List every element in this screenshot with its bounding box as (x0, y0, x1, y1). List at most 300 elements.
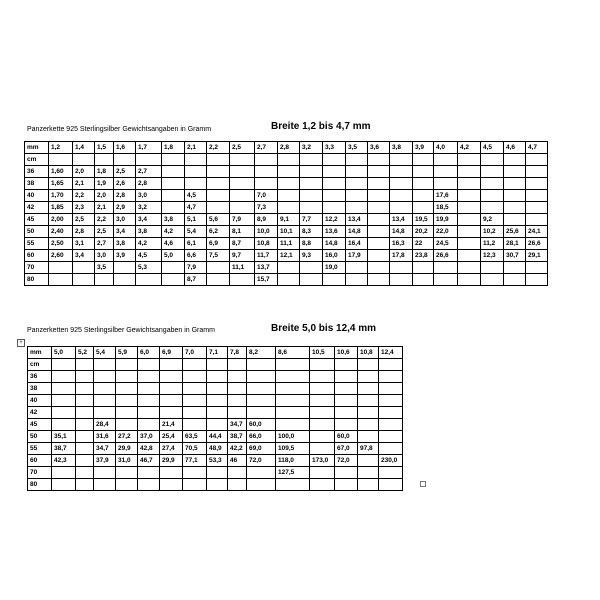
weight-cell: 46 (228, 455, 247, 467)
weight-cell (76, 467, 94, 479)
weight-cell: 34,7 (228, 419, 247, 431)
table-row (25, 274, 548, 286)
weight-cell (185, 154, 207, 166)
header-cell: 3,5 (346, 142, 368, 154)
weight-cell: 16,0 (323, 250, 346, 262)
weight-cell (95, 154, 114, 166)
table-row (28, 383, 403, 395)
weight-cell: 10,0 (255, 226, 278, 238)
header-cell: 4,2 (458, 142, 481, 154)
header-cell: 2,2 (207, 142, 230, 154)
header-cell: 2,1 (185, 142, 207, 154)
weight-cell (368, 238, 390, 250)
weight-cell: 4,5 (185, 190, 207, 202)
weight-cell (76, 359, 94, 371)
weight-cell: 3,4 (114, 226, 136, 238)
weight-cell (504, 214, 526, 226)
weight-cell (138, 395, 160, 407)
weight-cell: 13,6 (323, 226, 346, 238)
header-cell: 6,9 (160, 347, 183, 359)
weight-cell (458, 166, 481, 178)
weight-cell (138, 479, 160, 491)
weight-cell: 3,9 (114, 250, 136, 262)
weight-cell: 4,2 (162, 226, 185, 238)
weight-cell: 38,7 (228, 431, 247, 443)
table-row (28, 431, 403, 443)
weight-cell: 18,5 (434, 202, 458, 214)
weight-cell: 2,0 (95, 190, 114, 202)
weight-cell (183, 395, 207, 407)
weight-cell: 14,8 (390, 226, 413, 238)
weight-cell (162, 154, 185, 166)
weight-cell (228, 371, 247, 383)
weight-cell (94, 371, 116, 383)
weight-cell (434, 274, 458, 286)
weight-cell (323, 274, 346, 286)
weight-cell (207, 419, 228, 431)
weight-cell (413, 154, 434, 166)
weight-cell (368, 190, 390, 202)
weight-cell: 4,5 (136, 250, 162, 262)
weight-cell (247, 383, 276, 395)
weight-cell (183, 383, 207, 395)
weight-cell (323, 154, 346, 166)
weight-cell: 17,9 (346, 250, 368, 262)
weight-cell: 1,65 (49, 178, 73, 190)
weight-cell: 2,3 (73, 202, 95, 214)
weight-cell (310, 443, 335, 455)
weight-cell (379, 431, 403, 443)
weight-cell: 7,3 (255, 202, 278, 214)
weight-cell (368, 202, 390, 214)
header-cell: 3,3 (323, 142, 346, 154)
weight-cell (276, 359, 310, 371)
weight-cell: 3,5 (95, 262, 114, 274)
weight-cell (114, 274, 136, 286)
weight-cell: 5,0 (162, 250, 185, 262)
weight-cell: 11,1 (278, 238, 300, 250)
length-label-cell: 50 (28, 431, 52, 443)
weight-cell (278, 166, 300, 178)
weight-cell: 5,1 (185, 214, 207, 226)
weight-cell (358, 455, 379, 467)
weight-cell: 3,4 (73, 250, 95, 262)
weight-cell (310, 407, 335, 419)
weight-cell (76, 383, 94, 395)
header-cell: 1,8 (162, 142, 185, 154)
weight-cell: 5,3 (136, 262, 162, 274)
weight-cell (52, 359, 76, 371)
weight-cell (346, 190, 368, 202)
length-label-cell: 38 (28, 383, 52, 395)
weight-cell: 7,7 (300, 214, 323, 226)
weight-cell (504, 178, 526, 190)
weight-cell (310, 395, 335, 407)
weight-cell: 8,8 (300, 238, 323, 250)
weight-cell: 10,1 (278, 226, 300, 238)
weight-cell (346, 202, 368, 214)
weight-cell (335, 371, 358, 383)
weight-cell (458, 238, 481, 250)
weight-cell (207, 262, 230, 274)
weight-cell: 5,6 (207, 214, 230, 226)
weight-cell (434, 262, 458, 274)
weight-cell (379, 359, 403, 371)
header-cell: 6,0 (138, 347, 160, 359)
weight-cell (183, 407, 207, 419)
weight-cell: 8,7 (185, 274, 207, 286)
weight-cell (379, 371, 403, 383)
weight-cell (76, 443, 94, 455)
table1-heading: Breite 1,2 bis 4,7 mm (271, 121, 371, 132)
weight-cell: 29,9 (116, 443, 138, 455)
weight-cell (207, 467, 228, 479)
header-cell: 8,2 (247, 347, 276, 359)
header-cell: mm (25, 142, 49, 154)
weight-cell: 2,60 (49, 250, 73, 262)
weight-cell (390, 166, 413, 178)
header-cell: 2,8 (278, 142, 300, 154)
weight-cell (335, 467, 358, 479)
length-label-cell: 80 (25, 274, 49, 286)
weight-cell (300, 190, 323, 202)
weight-cell: 29,1 (526, 250, 548, 262)
table-resize-handle-icon[interactable] (420, 481, 426, 487)
weight-cell (458, 154, 481, 166)
table-row (25, 190, 548, 202)
weight-table-2 (27, 346, 403, 491)
weight-cell (230, 190, 255, 202)
weight-cell (76, 431, 94, 443)
weight-cell (94, 467, 116, 479)
weight-cell: 4,6 (162, 238, 185, 250)
header-cell: 7,0 (183, 347, 207, 359)
table-row (25, 250, 548, 262)
weight-cell (247, 371, 276, 383)
weight-cell (300, 178, 323, 190)
weight-cell (116, 359, 138, 371)
weight-cell (76, 395, 94, 407)
weight-cell (247, 407, 276, 419)
weight-cell (228, 395, 247, 407)
weight-cell (138, 383, 160, 395)
weight-cell (358, 431, 379, 443)
weight-cell (228, 479, 247, 491)
weight-cell (300, 202, 323, 214)
weight-cell (413, 190, 434, 202)
weight-cell: 1,60 (49, 166, 73, 178)
weight-cell (162, 190, 185, 202)
weight-cell (116, 371, 138, 383)
weight-cell (276, 383, 310, 395)
weight-cell: 3,8 (136, 226, 162, 238)
weight-cell (310, 383, 335, 395)
length-label-cell: 36 (28, 371, 52, 383)
weight-cell (358, 359, 379, 371)
weight-cell (94, 479, 116, 491)
weight-cell: 6,9 (207, 238, 230, 250)
weight-cell: 2,0 (73, 166, 95, 178)
weight-cell: 4,7 (185, 202, 207, 214)
weight-cell: 22 (413, 238, 434, 250)
weight-cell: 6,6 (185, 250, 207, 262)
weight-cell (346, 274, 368, 286)
weight-cell (52, 419, 76, 431)
weight-cell (49, 154, 73, 166)
weight-cell (390, 190, 413, 202)
weight-cell: 37,0 (138, 431, 160, 443)
weight-cell: 11,2 (481, 238, 504, 250)
header-cell: 12,4 (379, 347, 403, 359)
weight-cell: 35,1 (52, 431, 76, 443)
header-cell: 5,2 (76, 347, 94, 359)
weight-cell (207, 154, 230, 166)
weight-cell (49, 262, 73, 274)
table-row (28, 407, 403, 419)
length-label-cell: cm (28, 359, 52, 371)
table-row (28, 443, 403, 455)
weight-cell (230, 166, 255, 178)
weight-cell (255, 166, 278, 178)
weight-cell (160, 407, 183, 419)
header-cell: 1,2 (49, 142, 73, 154)
weight-cell: 34,7 (94, 443, 116, 455)
table-row (28, 419, 403, 431)
weight-cell (162, 202, 185, 214)
weight-cell (526, 178, 548, 190)
weight-cell (413, 262, 434, 274)
weight-cell: 30,7 (504, 250, 526, 262)
weight-cell: 3,2 (136, 202, 162, 214)
weight-cell (346, 154, 368, 166)
weight-cell: 8,3 (300, 226, 323, 238)
weight-cell: 2,2 (95, 214, 114, 226)
weight-cell (310, 359, 335, 371)
weight-cell (95, 274, 114, 286)
weight-cell (230, 274, 255, 286)
weight-cell: 12,3 (481, 250, 504, 262)
weight-cell: 2,8 (136, 178, 162, 190)
weight-cell: 17,6 (434, 190, 458, 202)
weight-cell (278, 274, 300, 286)
weight-cell (207, 395, 228, 407)
weight-cell (300, 154, 323, 166)
weight-cell (276, 419, 310, 431)
weight-cell (458, 274, 481, 286)
weight-cell (207, 407, 228, 419)
weight-cell: 2,5 (95, 226, 114, 238)
weight-cell (116, 383, 138, 395)
weight-cell: 25,6 (504, 226, 526, 238)
weight-cell: 70,5 (183, 443, 207, 455)
length-label-cell: 42 (25, 202, 49, 214)
weight-cell (481, 262, 504, 274)
weight-cell: 11,7 (255, 250, 278, 262)
table-move-handle-icon[interactable]: + (17, 339, 25, 347)
weight-cell (138, 407, 160, 419)
header-cell: 4,6 (504, 142, 526, 154)
weight-cell (94, 407, 116, 419)
weight-cell: 60,0 (247, 419, 276, 431)
weight-cell (323, 190, 346, 202)
weight-cell (413, 178, 434, 190)
weight-cell: 53,3 (207, 455, 228, 467)
table2-caption: Panzerketten 925 Sterlingsilber Gewichtsangaben in Gramm (27, 327, 215, 334)
weight-cell: 9,1 (278, 214, 300, 226)
weight-cell (116, 467, 138, 479)
weight-cell (228, 383, 247, 395)
weight-cell (368, 166, 390, 178)
weight-cell: 12,1 (278, 250, 300, 262)
weight-cell: 3,0 (136, 190, 162, 202)
weight-cell (76, 371, 94, 383)
weight-cell: 3,8 (162, 214, 185, 226)
weight-cell: 67,0 (335, 443, 358, 455)
weight-cell (278, 190, 300, 202)
length-label-cell: 55 (25, 238, 49, 250)
weight-cell (335, 359, 358, 371)
weight-cell: 6,2 (207, 226, 230, 238)
weight-cell (49, 274, 73, 286)
weight-cell: 173,0 (310, 455, 335, 467)
header-cell: 1,4 (73, 142, 95, 154)
weight-cell: 19,9 (434, 214, 458, 226)
weight-cell: 7,9 (185, 262, 207, 274)
header-cell: 2,7 (255, 142, 278, 154)
weight-cell (255, 154, 278, 166)
weight-cell: 2,1 (73, 178, 95, 190)
weight-cell (230, 202, 255, 214)
weight-cell: 4,2 (136, 238, 162, 250)
header-row (28, 347, 403, 359)
weight-cell: 7,9 (230, 214, 255, 226)
weight-cell (335, 407, 358, 419)
weight-cell: 3,0 (95, 250, 114, 262)
weight-cell: 2,40 (49, 226, 73, 238)
weight-cell (379, 395, 403, 407)
weight-cell (300, 262, 323, 274)
header-cell: 10,6 (335, 347, 358, 359)
weight-cell: 69,0 (247, 443, 276, 455)
weight-cell (358, 395, 379, 407)
weight-cell (162, 166, 185, 178)
weight-cell: 2,2 (73, 190, 95, 202)
weight-cell (434, 166, 458, 178)
weight-cell (335, 479, 358, 491)
weight-cell (183, 479, 207, 491)
weight-cell: 3,4 (136, 214, 162, 226)
weight-cell (481, 190, 504, 202)
table-row (25, 166, 548, 178)
weight-cell: 2,1 (95, 202, 114, 214)
weight-cell (379, 383, 403, 395)
weight-cell (310, 419, 335, 431)
header-cell: 8,6 (276, 347, 310, 359)
weight-cell (458, 262, 481, 274)
weight-cell (207, 479, 228, 491)
header-cell: 7,8 (228, 347, 247, 359)
weight-cell (346, 166, 368, 178)
weight-cell: 8,7 (230, 238, 255, 250)
weight-cell (255, 178, 278, 190)
weight-cell (300, 166, 323, 178)
weight-cell (504, 190, 526, 202)
weight-cell (228, 467, 247, 479)
weight-cell (73, 154, 95, 166)
weight-cell (413, 274, 434, 286)
weight-cell: 16,3 (390, 238, 413, 250)
weight-cell: 5,4 (185, 226, 207, 238)
weight-cell (230, 154, 255, 166)
weight-cell (160, 395, 183, 407)
weight-cell (185, 178, 207, 190)
weight-cell (335, 419, 358, 431)
weight-cell (247, 479, 276, 491)
weight-cell (481, 154, 504, 166)
table-row (25, 226, 548, 238)
weight-cell: 16,4 (346, 238, 368, 250)
weight-cell: 28,4 (94, 419, 116, 431)
weight-cell (52, 467, 76, 479)
weight-cell (368, 274, 390, 286)
weight-cell (116, 407, 138, 419)
weight-cell (358, 371, 379, 383)
weight-cell (481, 202, 504, 214)
weight-cell: 29,9 (160, 455, 183, 467)
weight-cell (73, 262, 95, 274)
weight-cell: 28,1 (504, 238, 526, 250)
length-label-cell: 40 (25, 190, 49, 202)
weight-cell (390, 154, 413, 166)
weight-cell (52, 371, 76, 383)
header-cell: 5,9 (116, 347, 138, 359)
weight-cell: 109,5 (276, 443, 310, 455)
weight-cell (116, 479, 138, 491)
weight-cell (526, 166, 548, 178)
weight-cell (160, 383, 183, 395)
weight-cell: 77,1 (183, 455, 207, 467)
weight-cell (138, 359, 160, 371)
weight-cell: 15,7 (255, 274, 278, 286)
weight-cell (379, 467, 403, 479)
header-cell: mm (28, 347, 52, 359)
table-row (28, 467, 403, 479)
weight-cell (136, 274, 162, 286)
weight-cell: 72,0 (335, 455, 358, 467)
weight-cell: 20,2 (413, 226, 434, 238)
weight-cell (379, 419, 403, 431)
length-label-cell: 60 (25, 250, 49, 262)
table-row (28, 371, 403, 383)
weight-cell (183, 419, 207, 431)
weight-cell (413, 202, 434, 214)
weight-cell: 1,70 (49, 190, 73, 202)
weight-cell (368, 262, 390, 274)
weight-cell (230, 178, 255, 190)
header-cell: 1,6 (114, 142, 136, 154)
weight-cell (434, 178, 458, 190)
weight-cell (207, 166, 230, 178)
weight-cell (94, 383, 116, 395)
weight-cell (526, 214, 548, 226)
weight-cell (114, 262, 136, 274)
table-row (28, 395, 403, 407)
weight-cell: 2,6 (114, 178, 136, 190)
table-row (25, 154, 548, 166)
weight-cell (160, 479, 183, 491)
weight-cell (346, 178, 368, 190)
weight-cell: 46,7 (138, 455, 160, 467)
